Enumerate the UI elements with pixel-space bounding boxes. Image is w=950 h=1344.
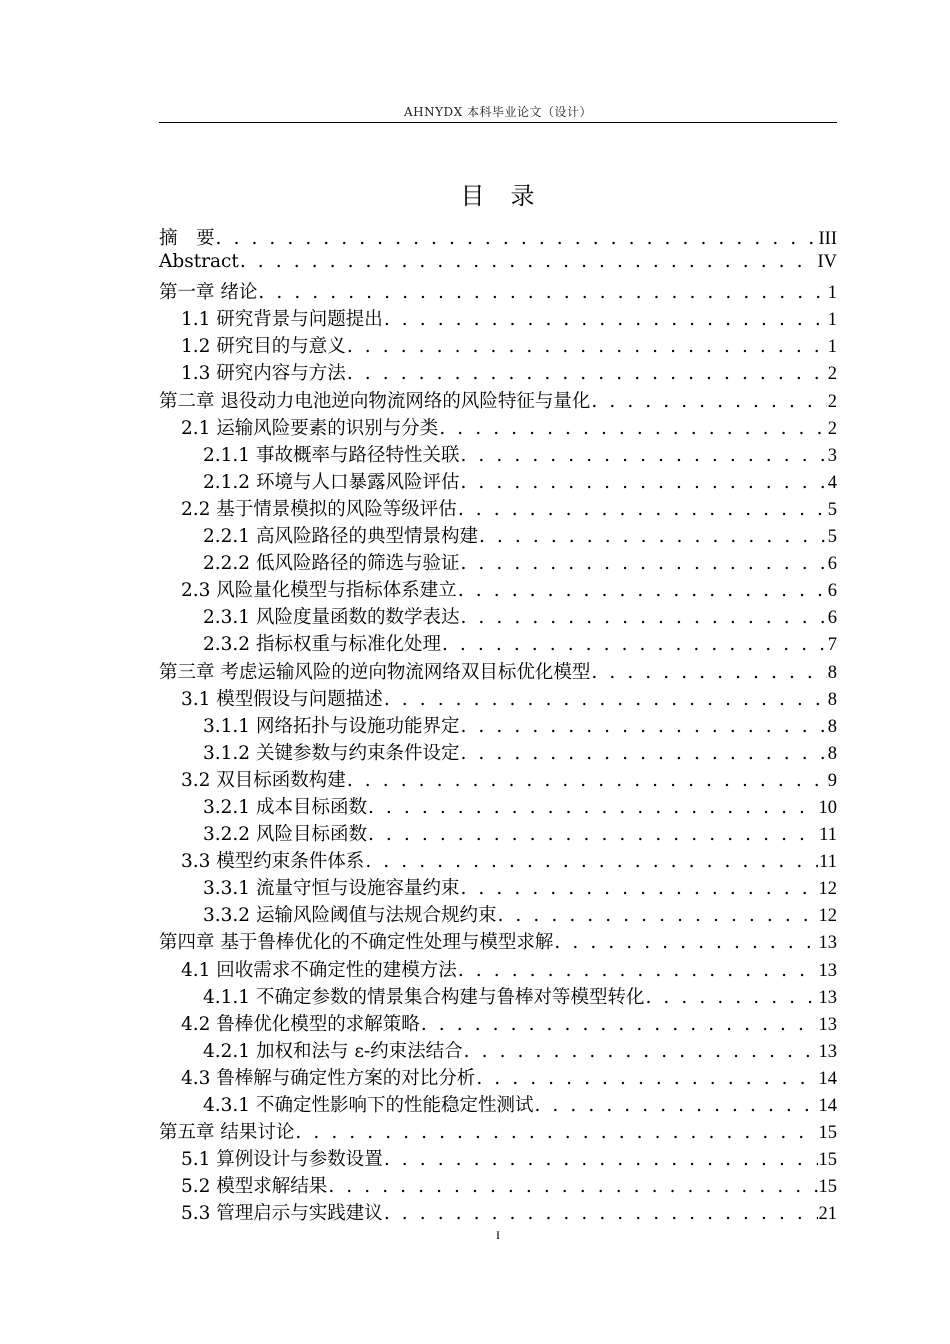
toc-entry-page: 6 bbox=[827, 554, 837, 575]
toc-entry-page: 7 bbox=[827, 635, 837, 656]
toc-entry[interactable] bbox=[159, 1145, 837, 1172]
toc-entry[interactable] bbox=[159, 359, 837, 386]
toc-entry-label: 第一章 绪论 bbox=[159, 282, 258, 304]
toc-dot-leader bbox=[347, 770, 827, 791]
toc-entry-label: 5.2 模型求解结果 bbox=[181, 1176, 328, 1198]
toc-dot-leader bbox=[464, 1041, 818, 1062]
toc-entry-label: 3.2.2 风险目标函数 bbox=[203, 824, 367, 846]
toc-entry-label: Abstract bbox=[159, 251, 239, 273]
toc-entry-page: 1 bbox=[827, 283, 837, 304]
toc-entry[interactable] bbox=[159, 685, 837, 712]
toc-dot-leader bbox=[368, 824, 818, 845]
toc-entry[interactable] bbox=[159, 956, 837, 983]
toc-entry-page: III bbox=[818, 229, 837, 249]
toc-entry-label: 3.1.1 网络拓扑与设施功能界定 bbox=[203, 715, 460, 737]
toc-entry[interactable] bbox=[159, 820, 837, 847]
toc-entry[interactable] bbox=[159, 793, 837, 820]
toc-dot-leader bbox=[460, 553, 826, 574]
toc-entry-label: 2.2 基于情景模拟的风险等级评估 bbox=[181, 498, 457, 520]
toc-entry-page: 2 bbox=[827, 391, 837, 412]
toc-dot-leader bbox=[442, 634, 827, 655]
toc-dot-leader bbox=[384, 1203, 818, 1224]
toc-entry-page: 13 bbox=[818, 987, 837, 1008]
toc-entry-label: 4.3 鲁棒解与确定性方案的对比分析 bbox=[181, 1067, 476, 1089]
toc-entry[interactable] bbox=[159, 739, 837, 766]
toc-entry-page: 1 bbox=[827, 337, 837, 358]
toc-dot-leader bbox=[328, 1176, 817, 1197]
toc-entry-page: 5 bbox=[827, 527, 837, 548]
toc-dot-leader bbox=[476, 1068, 817, 1089]
page-number: I bbox=[496, 1228, 500, 1242]
toc-entry-label: 5.1 算例设计与参数设置 bbox=[181, 1149, 383, 1171]
toc-dot-leader bbox=[458, 499, 827, 520]
toc-entry-label: 2.2.2 低风险路径的筛选与验证 bbox=[203, 553, 460, 575]
toc-entry-page: IV bbox=[817, 252, 837, 273]
toc-entry-page: 13 bbox=[818, 933, 837, 954]
toc-dot-leader bbox=[240, 251, 817, 272]
toc-entry-page: 10 bbox=[818, 797, 837, 818]
toc-dot-leader bbox=[216, 228, 818, 249]
toc-dot-leader bbox=[347, 363, 827, 384]
toc-entry-page: 15 bbox=[818, 1177, 837, 1198]
toc-entry[interactable] bbox=[159, 251, 837, 278]
toc-entry-page: 2 bbox=[827, 364, 837, 385]
toc-entry-label: 摘 要 bbox=[159, 228, 215, 249]
toc-dot-leader bbox=[365, 851, 818, 872]
toc-entry-label: 3.2 双目标函数构建 bbox=[181, 769, 346, 791]
toc-entry[interactable] bbox=[159, 983, 837, 1010]
toc-entry-label: 2.3 风险量化模型与指标体系建立 bbox=[181, 580, 457, 602]
toc-dot-leader bbox=[591, 662, 826, 683]
toc-entry[interactable] bbox=[159, 712, 837, 739]
toc-dot-leader bbox=[460, 607, 826, 628]
toc-entry-page: 8 bbox=[827, 743, 837, 764]
toc-entry[interactable] bbox=[159, 630, 837, 657]
toc-entry-label: 3.1.2 关键参数与约束条件设定 bbox=[203, 742, 460, 764]
toc-entry-page: 8 bbox=[827, 716, 837, 737]
toc-entry-page: 11 bbox=[819, 852, 837, 873]
toc-entry-label: 2.3.1 风险度量函数的数学表达 bbox=[203, 607, 460, 629]
toc-entry[interactable] bbox=[159, 278, 837, 305]
toc-dot-leader bbox=[347, 336, 827, 357]
toc-entry-page: 5 bbox=[827, 499, 837, 520]
toc-entry-label: 2.1.2 环境与人口暴露风险评估 bbox=[203, 471, 460, 493]
toc-entry[interactable] bbox=[159, 603, 837, 630]
toc-entry-page: 12 bbox=[818, 879, 837, 900]
toc-entry[interactable] bbox=[159, 1199, 837, 1226]
toc-entry-page: 8 bbox=[827, 689, 837, 710]
toc-entry-label: 4.1.1 不确定参数的情景集合构建与鲁棒对等模型转化 bbox=[203, 986, 645, 1008]
toc-entry[interactable] bbox=[159, 576, 837, 603]
toc-entry-page: 15 bbox=[818, 1123, 837, 1144]
toc-entry-page: 13 bbox=[818, 960, 837, 981]
toc-dot-leader bbox=[295, 1122, 817, 1143]
toc-entry-label: 3.3.2 运输风险阈值与法规合规约束 bbox=[203, 905, 497, 927]
toc-entry-page: 13 bbox=[818, 1014, 837, 1035]
toc-dot-leader bbox=[258, 282, 826, 303]
toc-entry-page: 12 bbox=[818, 906, 837, 927]
toc-entry[interactable] bbox=[159, 522, 837, 549]
toc-entry-label: 第二章 退役动力电池逆向物流网络的风险特征与量化 bbox=[159, 390, 591, 412]
toc-entry-page: 2 bbox=[827, 418, 837, 439]
toc-title: 目 录 bbox=[460, 182, 536, 210]
toc-entry-label: 2.1.1 事故概率与路径特性关联 bbox=[203, 444, 460, 466]
toc-entry-page: 9 bbox=[827, 770, 837, 791]
toc-dot-leader bbox=[497, 905, 817, 926]
toc-entry[interactable] bbox=[159, 1091, 837, 1118]
toc-entry-label: 3.2.1 成本目标函数 bbox=[203, 796, 367, 818]
toc-entry-page: 14 bbox=[818, 1096, 837, 1116]
toc-entry[interactable] bbox=[159, 224, 837, 251]
toc-entry[interactable] bbox=[159, 441, 837, 468]
header-rule bbox=[159, 122, 837, 123]
toc-entry-label: 第四章 基于鲁棒优化的不确定性处理与模型求解 bbox=[159, 932, 554, 954]
toc-entry-label: 2.2.1 高风险路径的典型情景构建 bbox=[203, 526, 478, 548]
toc-entry-page: 13 bbox=[818, 1041, 837, 1062]
toc-entry-label: 1.2 研究目的与意义 bbox=[181, 336, 346, 358]
toc-dot-leader bbox=[534, 1095, 817, 1116]
toc-entry-label: 4.1 回收需求不确定性的建模方法 bbox=[181, 959, 457, 981]
toc-dot-leader bbox=[460, 878, 817, 899]
toc-entry[interactable] bbox=[159, 468, 837, 495]
toc-dot-leader bbox=[460, 472, 826, 493]
toc-entry[interactable] bbox=[159, 387, 837, 414]
toc-entry[interactable] bbox=[159, 495, 837, 522]
toc-entry-label: 1.3 研究内容与方法 bbox=[181, 363, 346, 385]
toc-entry-label: 3.3 模型约束条件体系 bbox=[181, 851, 365, 873]
toc-dot-leader bbox=[384, 1149, 818, 1170]
running-header: AHNYDX 本科毕业论文（设计） bbox=[403, 105, 593, 119]
toc-dot-leader bbox=[421, 1014, 818, 1035]
toc-entry-page: 21 bbox=[818, 1204, 837, 1225]
toc-entry[interactable] bbox=[159, 1118, 837, 1145]
toc-entry-page: 6 bbox=[827, 608, 837, 629]
toc-entry-page: 4 bbox=[827, 472, 837, 493]
toc-list bbox=[159, 224, 837, 1226]
toc-entry[interactable] bbox=[159, 847, 837, 874]
toc-entry-label: 第三章 考虑运输风险的逆向物流网络双目标优化模型 bbox=[159, 661, 591, 683]
toc-entry-label: 2.3.2 指标权重与标准化处理 bbox=[203, 634, 441, 656]
toc-entry-label: 第五章 结果讨论 bbox=[159, 1122, 295, 1144]
toc-entry[interactable] bbox=[159, 549, 837, 576]
toc-entry-page: 3 bbox=[827, 445, 837, 466]
toc-dot-leader bbox=[554, 932, 817, 953]
toc-dot-leader bbox=[460, 445, 826, 466]
toc-entry[interactable] bbox=[159, 874, 837, 901]
toc-dot-leader bbox=[384, 689, 827, 710]
toc-entry-label: 1.1 研究背景与问题提出 bbox=[181, 309, 383, 331]
toc-dot-leader bbox=[458, 960, 818, 981]
toc-entry-label: 3.1 模型假设与问题描述 bbox=[181, 688, 383, 710]
toc-entry[interactable] bbox=[159, 1037, 837, 1064]
toc-entry[interactable] bbox=[159, 414, 837, 441]
toc-entry-page: 8 bbox=[827, 662, 837, 683]
toc-entry-page: 1 bbox=[827, 310, 837, 331]
toc-entry[interactable] bbox=[159, 901, 837, 928]
toc-entry-label: 4.2 鲁棒优化模型的求解策略 bbox=[181, 1013, 420, 1035]
toc-entry-label: 4.3.1 不确定性影响下的性能稳定性测试 bbox=[203, 1095, 534, 1116]
toc-entry-label: 5.3 管理启示与实践建议 bbox=[181, 1203, 383, 1225]
toc-dot-leader bbox=[645, 987, 817, 1008]
toc-entry-page: 6 bbox=[827, 581, 837, 602]
toc-dot-leader bbox=[460, 743, 826, 764]
toc-dot-leader bbox=[439, 418, 826, 439]
toc-entry-label: 4.2.1 加权和法与 ε-约束法结合 bbox=[203, 1040, 463, 1062]
toc-dot-leader bbox=[460, 716, 826, 737]
toc-entry[interactable] bbox=[159, 332, 837, 359]
toc-entry-page: 14 bbox=[818, 1068, 837, 1089]
toc-entry[interactable] bbox=[159, 1172, 837, 1199]
toc-entry[interactable] bbox=[159, 658, 837, 685]
toc-dot-leader bbox=[591, 391, 826, 412]
toc-entry[interactable] bbox=[159, 766, 837, 793]
toc-dot-leader bbox=[479, 526, 827, 547]
toc-entry-label: 3.3.1 流量守恒与设施容量约束 bbox=[203, 878, 460, 900]
toc-entry-page: 15 bbox=[818, 1150, 837, 1171]
toc-entry[interactable] bbox=[159, 305, 837, 332]
toc-entry-page: 11 bbox=[819, 825, 837, 846]
toc-dot-leader bbox=[368, 797, 818, 818]
toc-dot-leader bbox=[458, 580, 827, 601]
toc-entry[interactable] bbox=[159, 928, 837, 955]
toc-entry[interactable] bbox=[159, 1010, 837, 1037]
toc-dot-leader bbox=[384, 309, 827, 330]
toc-entry[interactable] bbox=[159, 1064, 837, 1091]
toc-entry-label: 2.1 运输风险要素的识别与分类 bbox=[181, 417, 439, 439]
